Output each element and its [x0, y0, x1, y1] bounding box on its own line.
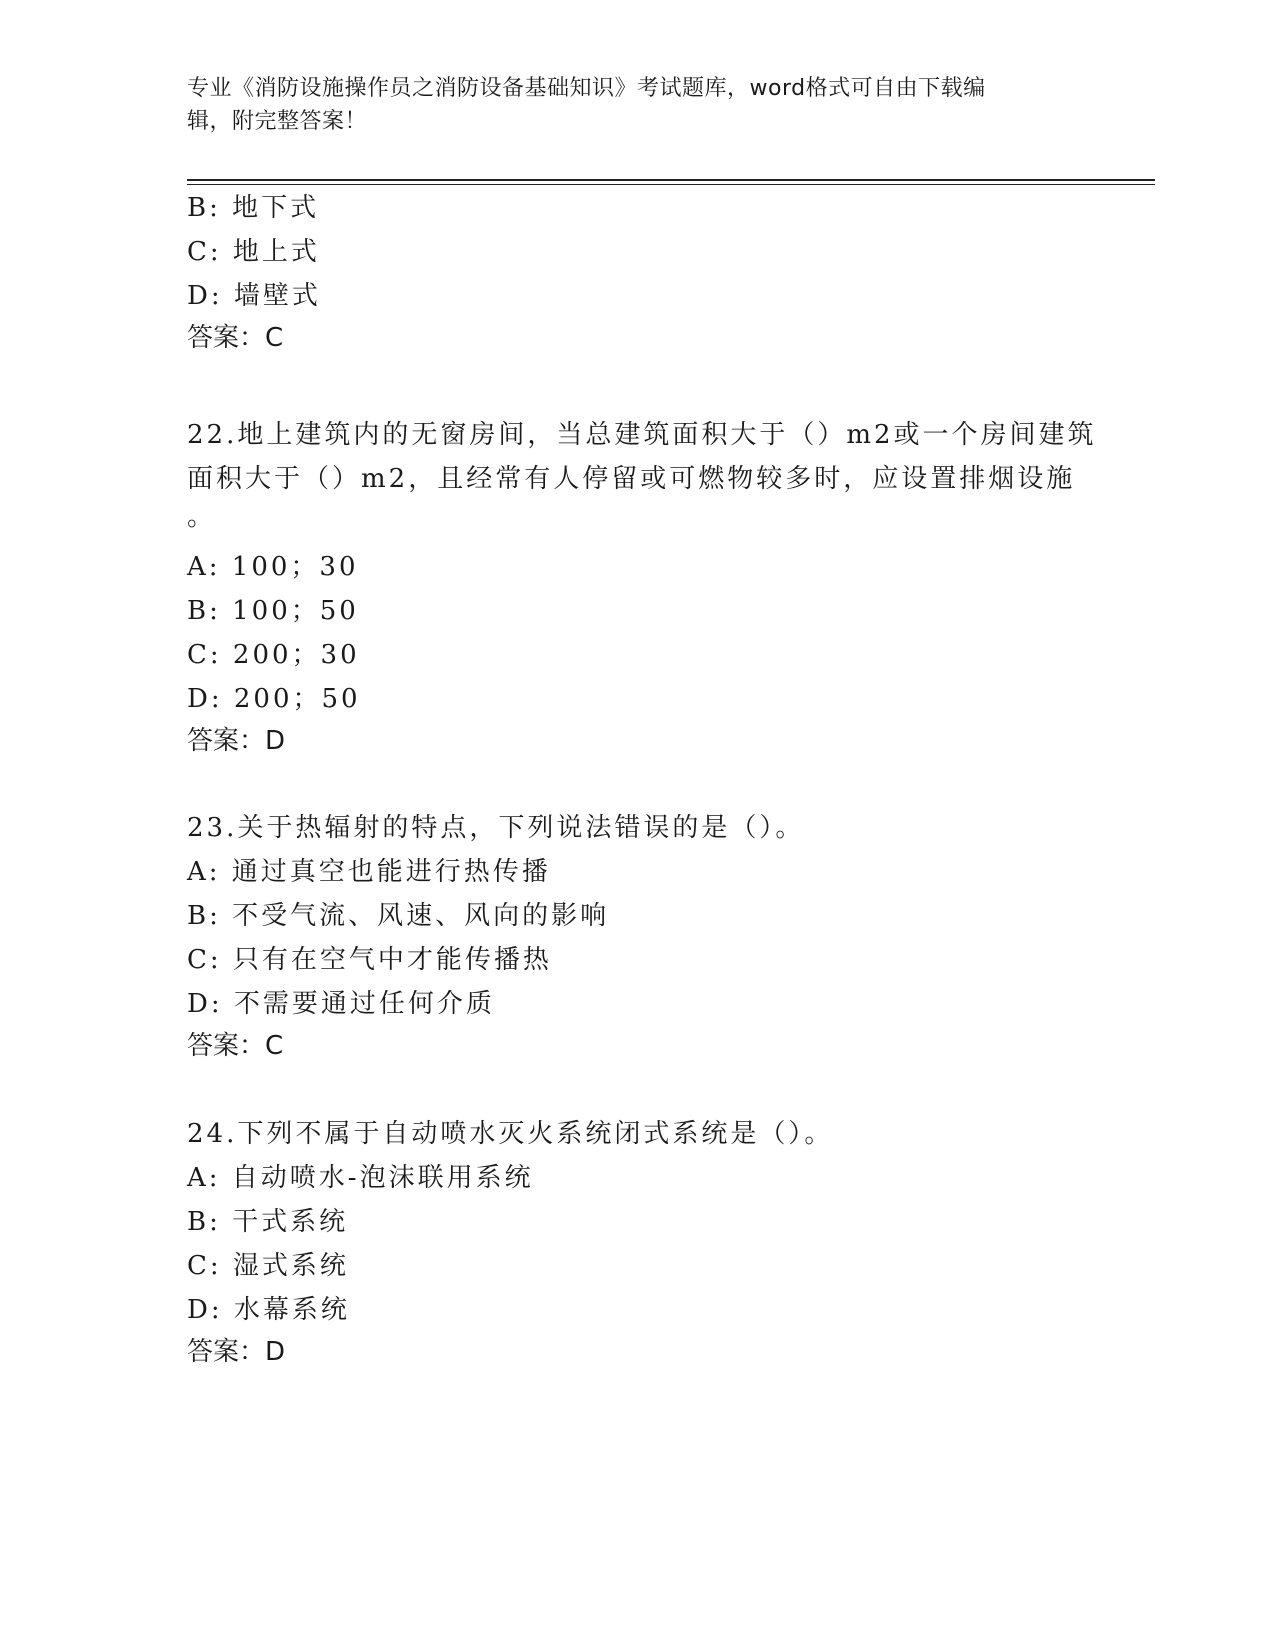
q24-option-a: A: 自动喷水-泡沫联用系统 [187, 1163, 534, 1193]
q24-option-d: D: 水幕系统 [187, 1295, 350, 1325]
q22-option-d: D: 200；50 [187, 684, 361, 714]
q21-answer: 答案：C [187, 323, 284, 353]
q22-option-c: C: 200；30 [187, 640, 360, 670]
header-divider-thin [187, 184, 1155, 185]
q24-answer: 答案：D [187, 1337, 286, 1367]
q23-option-c: C: 只有在空气中才能传播热 [187, 945, 552, 975]
header-line-1: 专业《消防设施操作员之消防设备基础知识》考试题库，word格式可自由下载编 [187, 76, 986, 101]
q22-option-a: A: 100；30 [187, 552, 359, 582]
q24-option-c: C: 湿式系统 [187, 1251, 349, 1281]
header-line-2: 辑，附完整答案！ [187, 109, 368, 134]
q23-stem: 23.关于热辐射的特点，下列说法错误的是（）。 [187, 813, 805, 843]
document-header [187, 72, 1087, 138]
q22-stem-line-1: 22.地上建筑内的无窗房间，当总建筑面积大于（）m2或一个房间建筑 [187, 420, 1097, 450]
header-divider-thick [187, 179, 1155, 181]
q23-option-a: A: 通过真空也能进行热传播 [187, 857, 551, 887]
q22-answer: 答案：D [187, 726, 286, 756]
q21-option-b: B: 地下式 [187, 193, 320, 223]
q24-stem: 24.下列不属于自动喷水灭火系统闭式系统是（）。 [187, 1119, 834, 1149]
q21-option-d: D: 墙壁式 [187, 281, 321, 311]
q23-option-d: D: 不需要通过任何介质 [187, 989, 495, 1019]
q22-stem-line-2: 面积大于（）m2，且经常有人停留或可燃物较多时，应设置排烟设施 [187, 464, 1076, 494]
q23-option-b: B: 不受气流、风速、风向的影响 [187, 901, 610, 931]
q22-stem-line-3: 。 [187, 502, 217, 532]
q22-option-b: B: 100；50 [187, 596, 359, 626]
q21-option-c: C: 地上式 [187, 237, 320, 267]
q23-answer: 答案：C [187, 1031, 284, 1061]
q24-option-b: B: 干式系统 [187, 1207, 349, 1237]
